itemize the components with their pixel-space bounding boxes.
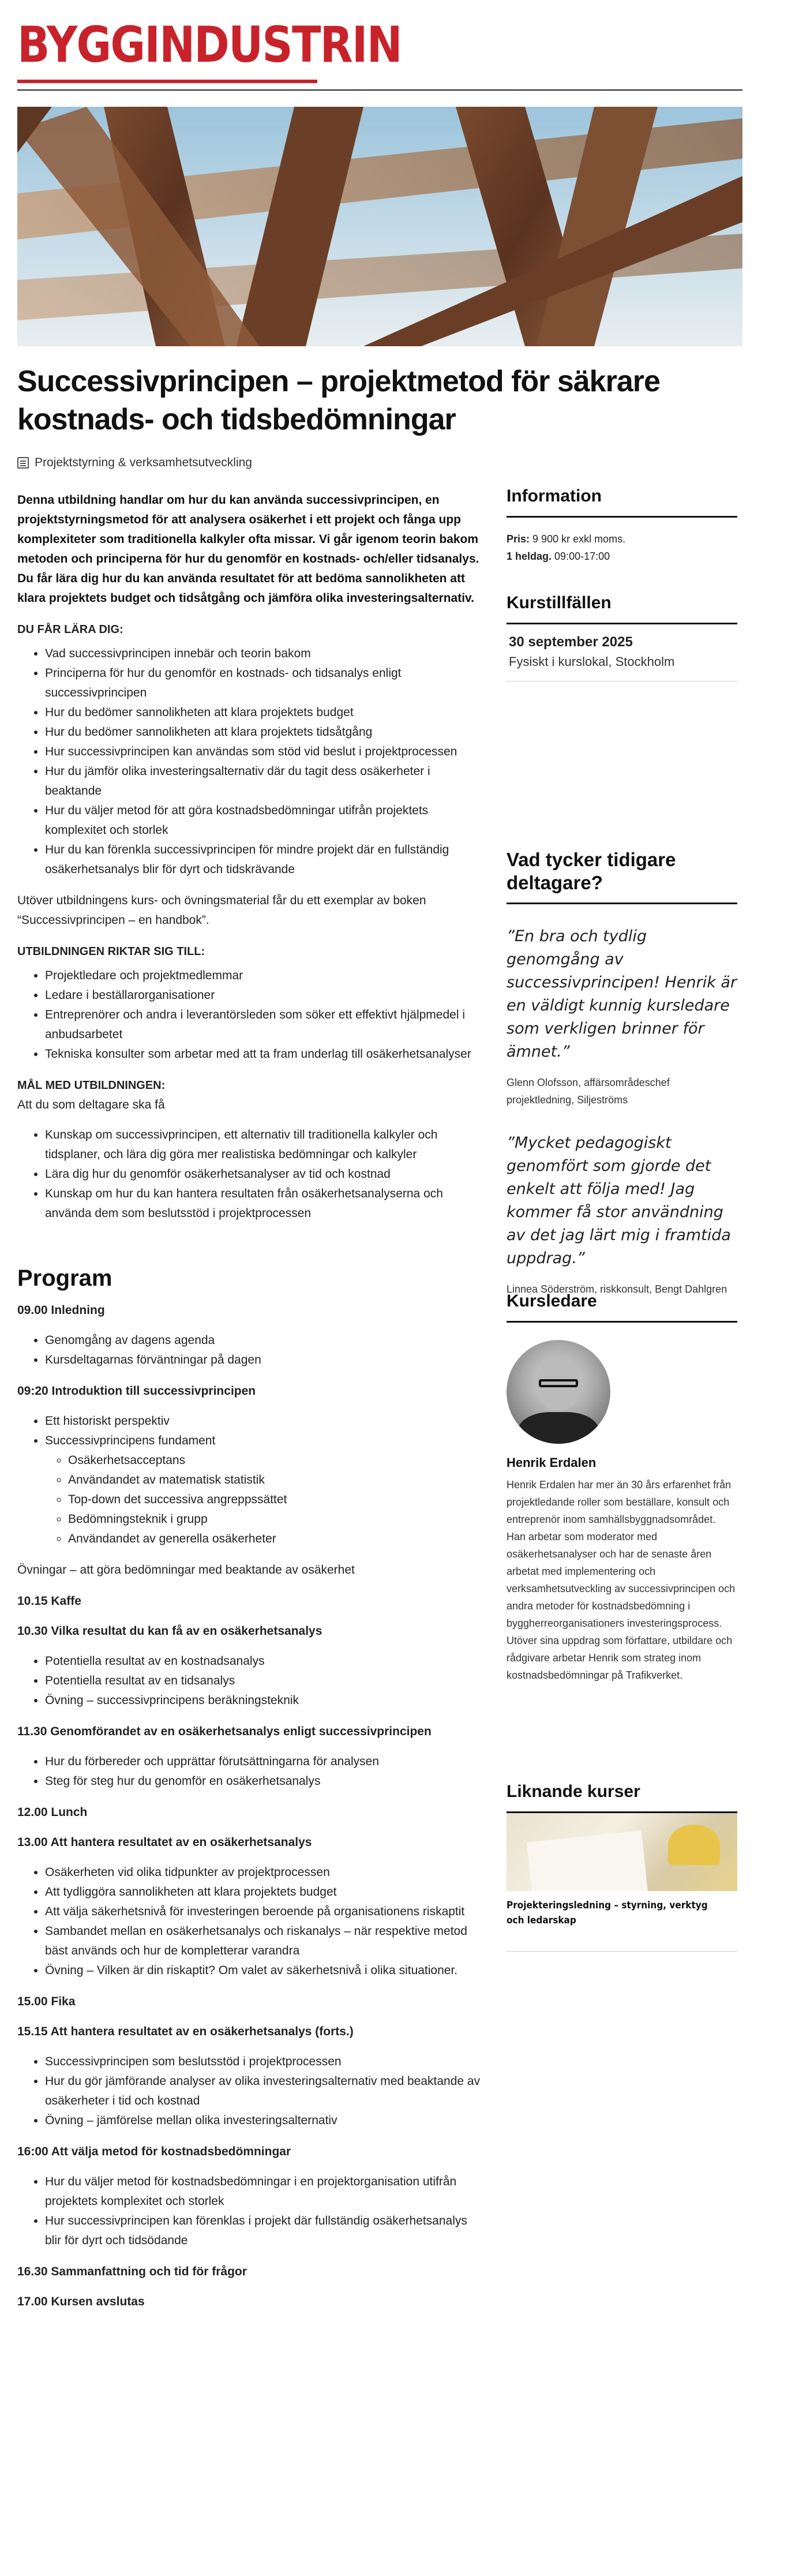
program-item-heading: 17.00 Kursen avslutas — [17, 2295, 145, 2308]
hero-image — [17, 107, 742, 346]
list-item: • Hur du bedömer sannolikheten att klara projektets tidsåtgång — [45, 722, 485, 742]
list-item-text: Successivprincipens fundament — [45, 1434, 216, 1447]
program-item-heading: 15.15 Att hantera resultatet av en osäkerhetsanalys (forts.) — [17, 2025, 354, 2038]
program-item-heading: 09.00 Inledning — [17, 1304, 105, 1317]
price-label: Pris: — [507, 533, 530, 545]
program-item-heading: 10.30 Vilka resultat du kan få av en osäkerhetsanalys — [17, 1624, 322, 1638]
list-item: • Hur du kan förenkla successivprincipen för mindre projekt där en fullständig osäkerhetsanalys blir för dyrt och tidskrävande — [45, 840, 485, 879]
learn-list — [17, 644, 485, 879]
list-item: • Lära dig hur du genomför osäkerhetsanalyser av tid och kostnad — [45, 1165, 485, 1184]
similar-title: Liknande kurser — [507, 1782, 640, 1801]
testimonial-quote: ”En bra och tydlig genomgång av successivprincipen! Henrik är en väldigt kunnig kursledare som verkligen brinner för ämnet.” — [507, 927, 737, 1061]
teacher-name: Henrik Erdalen — [507, 1455, 597, 1470]
list-item: • Hur successivprincipen kan förenklas i projekt där fullständig osäkerhetsanalys blir för dyrt och tidsödande — [45, 2211, 485, 2251]
program-sublist — [45, 1451, 485, 1549]
list-item: • Potentiella resultat av en tidsanalys — [45, 1671, 485, 1691]
list-item: • Sambandet mellan en osäkerhetsanalys och riskanalys – när respektive metod bäst används och hur de kompletterar varandra — [45, 1922, 485, 1961]
list-item: • Övning – successivprincipens beräkningsteknik — [45, 1691, 485, 1710]
price-value: 9 900 kr exkl moms. — [532, 533, 626, 545]
program-list — [17, 1752, 485, 1791]
main-content — [17, 491, 485, 2322]
list-item: ◦ Användandet av matematisk statistik — [68, 1470, 485, 1490]
list-item: • Hur du väljer metod för att göra kostnadsbedömningar utifrån projektets komplexitet och storlek — [45, 801, 485, 840]
target-heading: UTBILDNINGEN RIKTAR SIG TILL: — [17, 945, 205, 958]
program-list — [17, 1863, 485, 1980]
site-logo[interactable] — [17, 16, 402, 83]
teacher-avatar — [507, 1340, 610, 1444]
course-category-label: Projektstyrning & verksamhetsutveckling — [35, 456, 252, 469]
category-icon — [17, 457, 29, 469]
program-item-heading: 15.00 Fika — [17, 1995, 76, 2008]
testimonial-author: Glenn Olofsson, affärsområdeschef projektledning, Siljeströms — [507, 1077, 670, 1106]
list-item: ◦ Användandet av generella osäkerheter — [68, 1529, 485, 1549]
program-item-heading: 10.15 Kaffe — [17, 1594, 81, 1608]
list-item: • Principerna för hur du genomför en kostnads- och tidsanalys enligt successivprincipen — [45, 664, 485, 703]
course-location: Fysiskt i kurslokal, Stockholm — [509, 654, 675, 669]
goal-lead: Att du som deltagare ska få — [17, 1098, 165, 1111]
program-item-heading: 16:00 Att välja metod för kostnadsbedömningar — [17, 2145, 291, 2158]
similar-courses-box — [507, 1780, 737, 1952]
image-paper — [527, 1830, 648, 1891]
material-text: Utöver utbildningens kurs- och övningsmaterial får du ett exemplar av boken “Successivprincipen – en handbok”. — [17, 894, 426, 927]
duration-label: 1 heldag. — [507, 551, 552, 562]
divider — [507, 623, 737, 624]
testimonials-title: Vad tycker tidigare deltagare? — [507, 849, 676, 893]
list-item: • Genomgång av dagens agenda — [45, 1331, 485, 1350]
program-list — [17, 1331, 485, 1370]
list-item: • Steg för steg hur du genomför en osäkerhetsanalys — [45, 1772, 485, 1791]
header-divider — [17, 89, 742, 91]
duration-value: 09:00-17:00 — [554, 551, 610, 562]
info-box — [507, 485, 737, 565]
divider — [507, 516, 737, 518]
list-item: • Hur du väljer metod för kostnadsbedömningar i en projektorganisation utifrån projektets komplexitet och storlek — [45, 2172, 485, 2211]
program-title: Program — [17, 1265, 112, 1291]
testimonial-author: Linnea Söderström, riskkonsult, Bengt Dahlgren — [507, 1283, 727, 1295]
avatar-glasses — [539, 1379, 578, 1387]
course-title: Successivprincipen – projektmetod för säkrare kostnads- och tidsbedömningar — [17, 365, 660, 436]
testimonials-box — [507, 848, 737, 1321]
list-item: ◦ Osäkerhetsacceptans — [68, 1451, 485, 1470]
teacher-bio: Henrik Erdalen har mer än 30 års erfarenhet från projektledande roller som beställare, konsult och entreprenör inom samhällsbyggnadsområdet. Han arbetar som moderator med osäkerhetsanalyser och har de senaste åren arbetat med implementering och verksamhetsutveckling av successivprincipen och andra metoder för kostnadsbedömning i byggherreorganisationers investeringsprocess. Utöver sina uppdrag som författare, utbildare och rådgivare arbetar Henrik som strateg inom kostnadsbedömningar på Trafikverket. — [507, 1479, 736, 1681]
list-item: • Ledare i beställarorganisationer — [45, 986, 485, 1005]
divider — [507, 1951, 737, 1952]
program-list — [17, 1652, 485, 1710]
similar-course-link[interactable]: Projekteringsledning – styrning, verktyg och ledarskap — [507, 1900, 708, 1926]
info-title: Information — [507, 486, 602, 506]
program-list — [17, 2052, 485, 2131]
similar-course-image[interactable] — [507, 1813, 737, 1891]
program-item-heading: 11.30 Genomförandet av en osäkerhetsanalys enligt successivprincipen — [17, 1725, 432, 1738]
image-hard-hat — [668, 1825, 720, 1865]
list-item: ◦ Top-down det successiva angreppssättet — [68, 1490, 485, 1510]
list-item: • Successivprincipen som beslutsstöd i projektprocessen — [45, 2052, 485, 2072]
divider — [507, 1321, 737, 1323]
duration-line — [507, 548, 737, 565]
list-item: ◦ Bedömningsteknik i grupp — [68, 1510, 485, 1529]
goal-list — [17, 1125, 485, 1223]
testimonial-quote: ”Mycket pedagogiskt genomfört som gjorde det enkelt att följa med! Jag kommer få stor användning av det jag lärt mig i framtida uppdrag.” — [507, 1134, 731, 1267]
list-item: • Hur du bedömer sannolikheten att klara projektets budget — [45, 703, 485, 722]
list-item: • Kunskap om hur du kan hantera resultaten från osäkerhetsanalyserna och använda dem som beslutsstöd i projektprocessen — [45, 1184, 485, 1223]
course-date: 30 september 2025 — [509, 634, 633, 650]
program-item-heading: 16.30 Sammanfattning och tid för frågor — [17, 2265, 247, 2278]
divider — [507, 903, 737, 904]
list-item: • Att tydliggöra sannolikheten att klara projektets budget — [45, 1882, 485, 1902]
list-item: • Hur du förbereder och upprättar förutsättningarna för analysen — [45, 1752, 485, 1772]
hero-steel-beams-image — [17, 107, 742, 346]
goal-heading: MÅL MED UTBILDNINGEN: — [17, 1079, 166, 1092]
list-item: • Projektledare och projektmedlemmar — [45, 966, 485, 986]
list-item: • Hur du jämför olika investeringsalternativ där du tagit dess osäkerheter i beaktande — [45, 762, 485, 801]
list-item: • Övning – Vilken är din riskaptit? Om valet av säkerhetsnivå i olika situationer. — [45, 1961, 485, 1980]
program-list — [17, 1411, 485, 1549]
logo-underline — [17, 80, 317, 83]
teacher-box — [507, 1290, 737, 1684]
program-item-heading: 13.00 Att hantera resultatet av en osäkerhetsanalys — [17, 1836, 312, 1849]
list-item: • Tekniska konsulter som arbetar med att ta fram underlag till osäkerhetsanalyser — [45, 1044, 485, 1064]
list-item: • Övning – jämförelse mellan olika investeringsalternativ — [45, 2111, 485, 2131]
learn-heading: DU FÅR LÄRA DIG: — [17, 623, 123, 636]
program-item-heading: 12.00 Lunch — [17, 1806, 88, 1819]
teacher-title: Kursledare — [507, 1291, 597, 1311]
list-item: • Hur successivprincipen kan användas som stöd vid beslut i projektprocessen — [45, 742, 485, 762]
list-item: • Att välja säkerhetsnivå för investeringen beroende på organisationens riskaptit — [45, 1902, 485, 1922]
program-item-heading: 09:20 Introduktion till successivprincipen — [17, 1384, 256, 1398]
list-item: • Ett historiskt perspektiv — [45, 1411, 485, 1431]
course-dates-box — [507, 591, 737, 682]
avatar-body — [518, 1412, 599, 1444]
list-item: • Osäkerheten vid olika tidpunkter av projektprocessen — [45, 1863, 485, 1882]
target-list — [17, 966, 485, 1064]
course-date-item[interactable] — [507, 627, 737, 682]
list-item: • Hur du gör jämförande analyser av olika investeringsalternativ med beaktande av osäkerheter i tid och kostnad — [45, 2072, 485, 2111]
list-item: • Kursdeltagarnas förväntningar på dagen — [45, 1350, 485, 1370]
dates-title: Kurstillfällen — [507, 593, 612, 612]
list-item: • Potentiella resultat av en kostnadsanalys — [45, 1652, 485, 1671]
program-list — [17, 2172, 485, 2251]
list-item — [45, 1431, 485, 1549]
list-item: • Entreprenörer och andra i leverantörsleden som söker ett effektivt hjälpmedel i anbudsarbetet — [45, 1005, 485, 1044]
course-category[interactable] — [17, 456, 252, 470]
list-item: • Kunskap om successivprincipen, ett alternativ till traditionella kalkyler och tidsplaner, och lära dig göra mer realistiska bedömningar och kalkyler — [45, 1125, 485, 1165]
course-intro: Denna utbildning handlar om hur du kan använda successivprincipen, en projektstyrningsmetod för att analysera osäkerhet i ett projekt och fånga upp komplexiteter som traditionella kalkyler ofta missar. Vi går igenom teorin bakom metoden och principerna för hur du genomför en kostnads- och/eller tidsanalys. Du får lära dig hur du kan använda resultatet för att bedöma sannolikheten att klara projektets budget och tidsåtgång och jämföra olika investeringsalternativ. — [17, 493, 479, 605]
logo-text: BYGGINDUSTRIN — [17, 16, 402, 74]
list-item: • Vad successivprincipen innebär och teorin bakom — [45, 644, 485, 664]
program-text: Övningar – att göra bedömningar med beaktande av osäkerhet — [17, 1563, 355, 1577]
price-line — [507, 530, 737, 548]
